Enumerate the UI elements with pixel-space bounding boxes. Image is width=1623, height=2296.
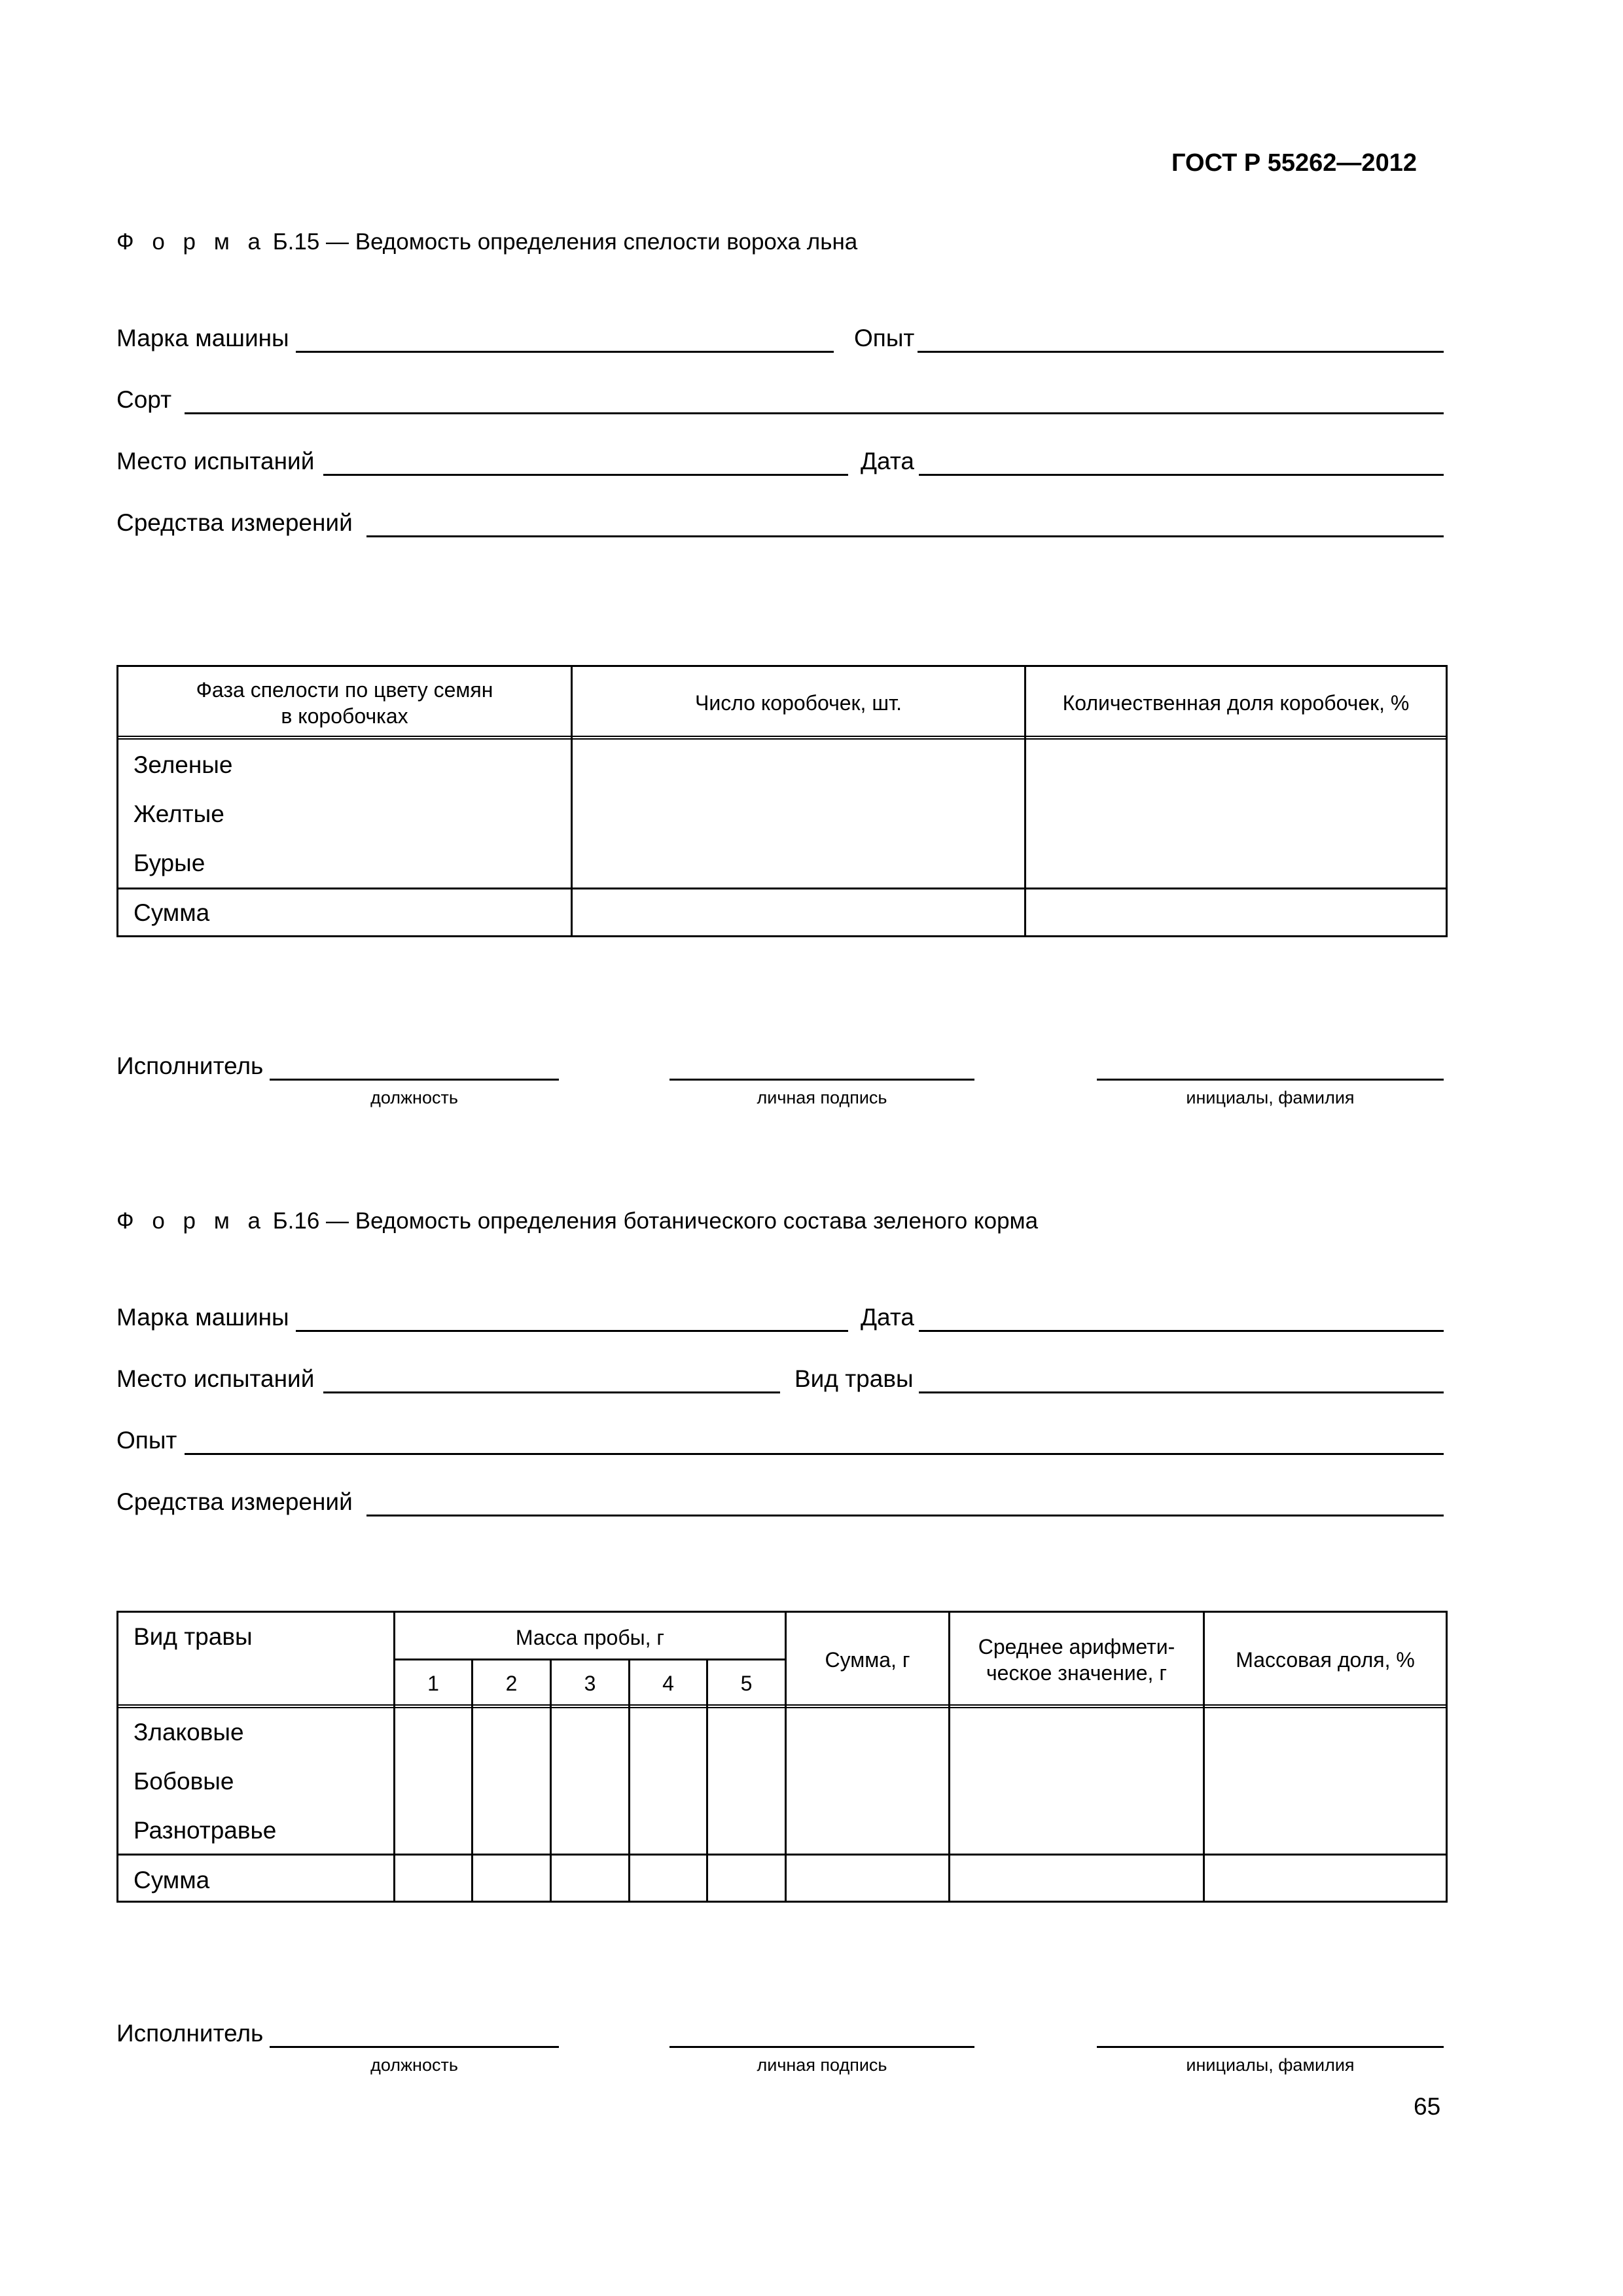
form15-name-field[interactable] bbox=[1097, 1079, 1444, 1081]
form16-experiment-field[interactable] bbox=[185, 1453, 1444, 1455]
form15-th-count: Число коробочек, шт. bbox=[694, 691, 902, 715]
form16-machine-field[interactable] bbox=[296, 1330, 848, 1332]
form16-signature-field[interactable] bbox=[669, 2046, 974, 2048]
form16-th-mass-4: 4 bbox=[662, 1672, 674, 1695]
form15-row-green: Зеленые bbox=[134, 751, 233, 778]
form16-title bbox=[116, 1208, 1038, 1234]
form16-prefix: Ф о р м а bbox=[116, 1208, 266, 1234]
form16-label-experiment: Опыт bbox=[116, 1427, 177, 1454]
form15-label-place: Место испытаний bbox=[116, 448, 315, 475]
form16-th-mean-line2: ческое значение, г bbox=[986, 1661, 1167, 1685]
form16-mass-subheader-line bbox=[393, 1659, 785, 1660]
form15-prefix: Ф о р м а bbox=[116, 229, 266, 255]
form15-label-date: Дата bbox=[861, 448, 914, 475]
form16-row-forbs: Разнотравье bbox=[134, 1817, 277, 1844]
form16-place-field[interactable] bbox=[323, 1391, 780, 1393]
form15-title-text: Б.15 — Ведомость определения спелости вороха льна bbox=[266, 229, 858, 255]
form15-th-phase bbox=[118, 677, 571, 729]
form16-title-text: Б.16 — Ведомость определения ботанического состава зеленого корма bbox=[266, 1208, 1039, 1234]
form16-col-divider-type bbox=[393, 1611, 395, 1903]
form15-instruments-field[interactable] bbox=[366, 535, 1444, 537]
form15-th-phase-line1: Фаза спелости по цвету семян bbox=[196, 678, 493, 702]
form15-place-field[interactable] bbox=[323, 474, 848, 476]
form16-grass-field[interactable] bbox=[919, 1391, 1444, 1393]
form16-label-machine: Марка машины bbox=[116, 1304, 289, 1331]
form16-row-total: Сумма bbox=[134, 1867, 210, 1893]
form15-row-brown: Бурые bbox=[134, 850, 205, 876]
standard-number: ГОСТ Р 55262—2012 bbox=[1171, 149, 1417, 177]
form16-label-date: Дата bbox=[861, 1304, 914, 1331]
form16-th-mass-3: 3 bbox=[584, 1672, 596, 1695]
form15-date-field[interactable] bbox=[919, 474, 1444, 476]
form16-caption-name: инициалы, фамилия bbox=[1186, 2055, 1355, 2075]
form16-th-mass-1: 1 bbox=[427, 1672, 439, 1695]
form15-row-yellow: Желтые bbox=[134, 800, 224, 827]
form15-caption-signature: личная подпись bbox=[757, 1088, 887, 1107]
form15-label-experiment: Опыт bbox=[854, 325, 915, 351]
form16-executor-label: Исполнитель bbox=[116, 2020, 264, 2047]
form16-th-sum: Сумма, г bbox=[825, 1648, 910, 1672]
form15-title bbox=[116, 229, 857, 255]
form16-th-share: Массовая доля, % bbox=[1236, 1648, 1415, 1672]
form15-caption-name: инициалы, фамилия bbox=[1186, 1088, 1355, 1107]
page-number: 65 bbox=[1414, 2093, 1441, 2120]
form16-name-field[interactable] bbox=[1097, 2046, 1444, 2048]
form16-th-type: Вид травы bbox=[134, 1623, 253, 1650]
form16-row-cereals: Злаковые bbox=[134, 1719, 244, 1746]
form16-th-mean-line1: Среднее арифмети- bbox=[978, 1635, 1175, 1659]
form16-position-field[interactable] bbox=[270, 2046, 559, 2048]
form15-label-machine: Марка машины bbox=[116, 325, 289, 351]
form15-th-phase-line2: в коробочках bbox=[281, 704, 408, 728]
form15-signature-field[interactable] bbox=[669, 1079, 974, 1081]
form15-label-variety: Сорт bbox=[116, 386, 172, 413]
form16-label-place: Место испытаний bbox=[116, 1365, 315, 1392]
form16-caption-signature: личная подпись bbox=[757, 2055, 887, 2075]
form15-header-divider bbox=[116, 736, 1448, 740]
form15-executor-label: Исполнитель bbox=[116, 1052, 264, 1079]
form16-th-mass: Масса пробы, г bbox=[515, 1626, 665, 1649]
form16-total-divider bbox=[116, 1854, 1448, 1856]
form16-label-instruments: Средства измерений bbox=[116, 1488, 353, 1515]
form15-label-instruments: Средства измерений bbox=[116, 509, 353, 536]
form16-th-mass-5: 5 bbox=[740, 1672, 753, 1695]
form16-instruments-field[interactable] bbox=[366, 1515, 1444, 1516]
form16-date-field[interactable] bbox=[919, 1330, 1444, 1332]
form16-th-mean bbox=[950, 1634, 1203, 1686]
form16-header-divider bbox=[116, 1704, 1448, 1708]
form15-machine-field[interactable] bbox=[296, 351, 834, 353]
form16-row-legumes: Бобовые bbox=[134, 1768, 234, 1795]
form15-variety-field[interactable] bbox=[185, 412, 1444, 414]
form15-caption-position: должность bbox=[370, 1088, 458, 1107]
form15-th-share: Количественная доля коробочек, % bbox=[1062, 691, 1410, 715]
form15-position-field[interactable] bbox=[270, 1079, 559, 1081]
form16-caption-position: должность bbox=[370, 2055, 458, 2075]
form16-th-mass-2: 2 bbox=[505, 1672, 518, 1695]
form15-total-divider bbox=[116, 888, 1448, 889]
form15-row-total: Сумма bbox=[134, 899, 210, 926]
form16-label-grass: Вид травы bbox=[794, 1365, 914, 1392]
form15-experiment-field[interactable] bbox=[918, 351, 1444, 353]
